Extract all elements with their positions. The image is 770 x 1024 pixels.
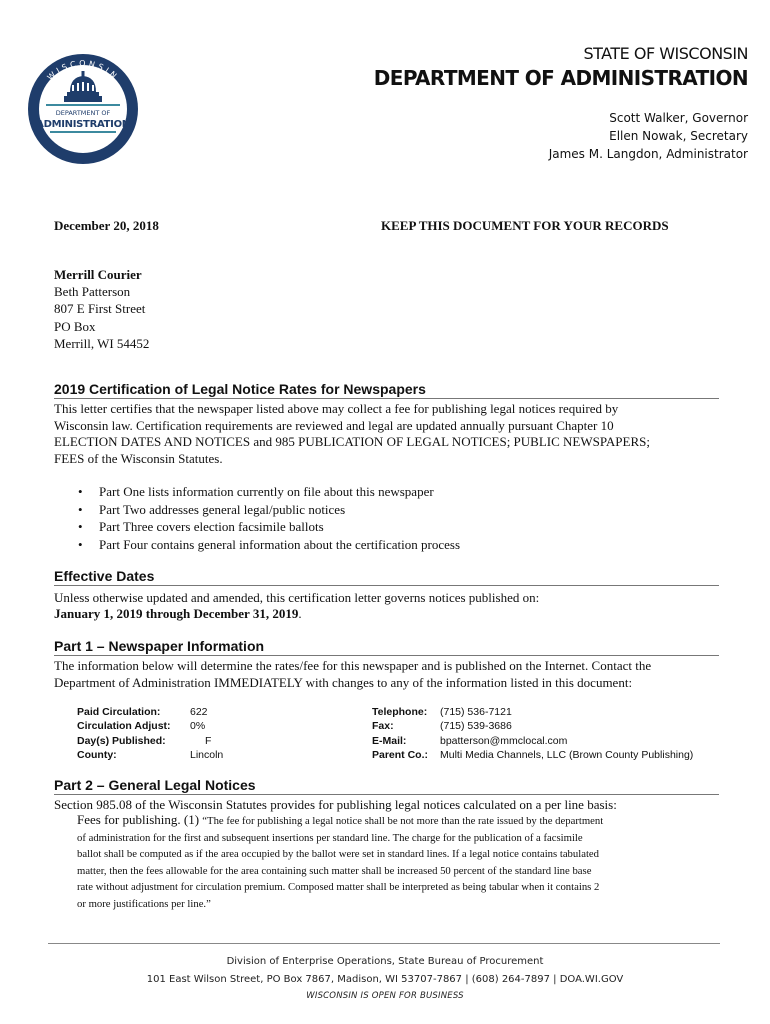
county-value: Lincoln	[190, 749, 224, 762]
quote-line: rate without adjustment for circulation premium. Composed matter shall be interpreted as being tabular when it contains 2	[77, 881, 600, 893]
cert-bullet-list	[54, 483, 714, 553]
records-notice: KEEP THIS DOCUMENT FOR YOUR RECORDS	[381, 218, 669, 233]
footer-rule	[48, 943, 720, 944]
footer-address: 101 East Wilson Street, PO Box 7867, Madison, WI 53707-7867 | (608) 264-7897 | DOA.WI.GOV	[146, 974, 624, 985]
cert-intro-line: This letter certifies that the newspaper listed above may collect a fee for publishing legal notices required by	[54, 401, 619, 416]
footer-slogan: WISCONSIN IS OPEN FOR BUSINESS	[306, 991, 464, 1001]
info-label: Circulation Adjust:	[77, 720, 171, 733]
part2-heading: Part 2 – General Legal Notices	[54, 777, 256, 793]
effective-heading-rule	[54, 585, 719, 586]
recipient-line: Beth Patterson	[54, 284, 131, 300]
fax-value: (715) 539-3686	[440, 720, 512, 733]
info-label: E-Mail:	[372, 734, 407, 747]
officer-administrator: James M. Langdon, Administrator	[548, 147, 748, 161]
info-left-values	[190, 705, 223, 763]
cert-intro-line: Wisconsin law. Certification requirements are reviewed and legal are updated annually pursuant Chapter 10	[54, 417, 614, 433]
officer-secretary: Ellen Nowak, Secretary	[609, 129, 748, 143]
logo-divider-bottom	[50, 131, 116, 133]
doa-logo	[26, 52, 140, 166]
info-label: Day(s) Published:	[77, 734, 166, 747]
logo-bottom-text: DOA.WI.GOV	[59, 139, 107, 154]
list-item: • Part Four contains general information about the certification process	[54, 536, 714, 554]
effective-range-line	[54, 606, 719, 623]
logo-divider-top	[46, 104, 120, 106]
recipient-name: Merrill Courier	[54, 267, 142, 282]
days-published-value: F	[205, 734, 212, 747]
email-value: bpatterson@mmclocal.com	[440, 734, 568, 747]
part2-heading-rule	[54, 794, 719, 795]
list-item: • Part Three covers election facsimile ballots	[54, 518, 714, 536]
quote-line: “The fee for publishing a legal notice shall be not more than the rate issued by the department	[202, 815, 604, 827]
quote-line: ballot shall be computed as if the area occupied by the ballot were set in standard lines. If a legal notice contains tabulated	[77, 848, 600, 860]
list-item: • Part Two addresses general legal/public notices	[54, 501, 714, 519]
info-label: Fax:	[372, 720, 394, 733]
telephone-value: (715) 536-7121	[440, 706, 512, 718]
info-right-values	[440, 705, 693, 763]
part1-heading: Part 1 – Newspaper Information	[54, 638, 265, 654]
cert-intro-line: ELECTION DATES AND NOTICES and 985 PUBLICATION OF LEGAL NOTICES; PUBLIC NEWSPAPERS;	[54, 434, 650, 450]
effective-range-end: .	[298, 606, 302, 621]
cert-intro-line: FEES of the Wisconsin Statutes.	[54, 450, 223, 466]
logo-line2: ADMINISTRATION	[36, 119, 130, 130]
logo-arc-text: WISCONSIN	[45, 58, 121, 83]
cert-heading: 2019 Certification of Legal Notice Rates for Newspapers	[54, 381, 426, 397]
part1-text-line: The information below will determine the rates/fee for this newspaper and is published on the Internet. Contact the	[54, 658, 652, 673]
recipient-line: PO Box	[54, 318, 96, 334]
circulation-adjust-value: 0%	[190, 720, 206, 733]
footer-division: Division of Enterprise Operations, State Bureau of Procurement	[226, 956, 544, 967]
officer-governor: Scott Walker, Governor	[609, 111, 748, 125]
effective-heading: Effective Dates	[54, 568, 155, 584]
parent-company-value: Multi Media Channels, LLC (Brown County Publishing)	[440, 749, 694, 762]
recipient-line: Merrill, WI 54452	[54, 335, 150, 351]
cert-intro	[54, 401, 719, 467]
fees-lead: Fees for publishing. (1)	[77, 812, 203, 827]
part1-text-line: Department of Administration IMMEDIATELY with changes to any of the information listed in this document:	[54, 674, 633, 690]
effective-range: January 1, 2019 through December 31, 2019	[54, 606, 299, 621]
effective-text: Unless otherwise updated and amended, this certification letter governs notices published on:	[54, 590, 540, 605]
info-label: Telephone:	[372, 706, 428, 718]
paid-circulation-value: 622	[190, 706, 208, 718]
logo-line1: DEPARTMENT OF	[55, 109, 111, 117]
part2-text: Section 985.08 of the Wisconsin Statutes provides for publishing legal notices calculated on a per line basis:	[54, 797, 617, 812]
quote-line: or more justifications per line.”	[77, 897, 211, 910]
part1-heading-rule	[54, 655, 719, 656]
list-item: • Part One lists information currently on file about this newspaper	[54, 483, 714, 501]
recipient-address	[54, 266, 149, 352]
recipient-line: 807 E First Street	[54, 301, 146, 317]
cert-heading-rule	[54, 398, 719, 399]
quote-line: matter, then the fees allowable for the area containing such matter shall be increased 50 percent of the standard line base	[77, 864, 592, 877]
department-name: DEPARTMENT OF ADMINISTRATION	[373, 66, 748, 90]
part1-text	[54, 658, 719, 691]
info-right-labels	[372, 705, 428, 763]
info-label: Paid Circulation:	[77, 706, 161, 718]
state-name: STATE OF WISCONSIN	[583, 44, 748, 63]
fees-statute-quote	[77, 812, 717, 912]
quote-line: of administration for the first and subsequent insertions per standard line. The charge for the publication of a facsimile	[77, 831, 583, 844]
info-label: Parent Co.:	[372, 749, 429, 762]
info-left-labels	[77, 705, 171, 763]
info-label: County:	[77, 749, 117, 762]
letter-date: December 20, 2018	[54, 218, 159, 233]
